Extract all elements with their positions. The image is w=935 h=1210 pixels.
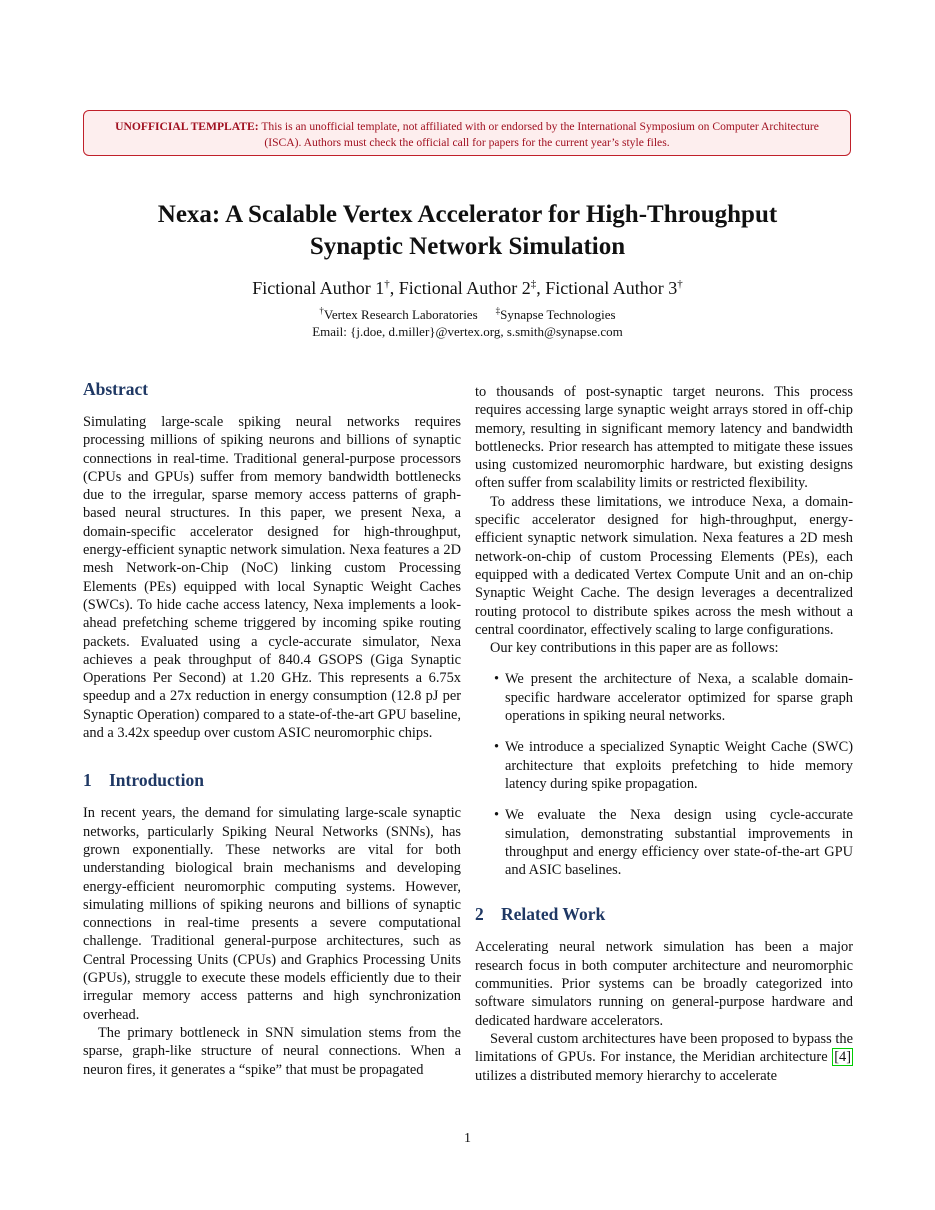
bullet-icon: • (494, 671, 500, 688)
intro-paragraph-4: Our key contributions in this paper are as follows: (490, 640, 779, 657)
title-line-2: Synaptic Network Simulation (309, 233, 626, 260)
notice-label: UNOFFICIAL TEMPLATE: (115, 120, 259, 133)
left-column (83, 378, 461, 1079)
citation-link[interactable]: [4] (834, 1049, 851, 1066)
abstract-heading: Abstract (83, 379, 149, 399)
affiliation-1-mark: † (319, 305, 324, 316)
related-work-heading (475, 903, 853, 925)
related-paragraph-1: Accelerating neural network simulation has been a major research focus in both computer architecture and neuromorphic communities. Prior systems can be broadly categorized into software simulators running on general-purpose hardware and dedicated hardware accelerators. (475, 939, 853, 1029)
affiliation-line (100, 306, 835, 323)
intro-paragraph-3: To address these limitations, we introduce Nexa, a domain-specific accelerator designed for high-throughput, energy-efficient synaptic network simulation. Nexa features a 2D mesh network-on-chip of custom Processing Elements (PEs), each equipped with a dedicated Vertex Compute Unit and an on-chip Synaptic Weight Cache. The design leverages a decentralized routing protocol to distribute spikes across the mesh without a central coordinator, effectively scaling to large configurations. (475, 493, 853, 638)
author-list (100, 277, 835, 299)
unofficial-template-notice (83, 110, 851, 156)
author-3: Fictional Author 3 (545, 278, 678, 298)
intro-paragraph-2: The primary bottleneck in SNN simulation stems from the sparse, graph-like structure of neural connections. When a neuron fires, it generates a “spike” that must be propagated (83, 1024, 461, 1078)
bullet-icon: • (494, 807, 500, 824)
affiliations (100, 306, 835, 340)
contributions-list (475, 670, 853, 879)
abstract-text: Simulating large-scale spiking neural networks requires processing millions of spiking neurons and billions of synaptic connections in real-time. Traditional general-purpose processors (CPUs and GPUs) suffer from memory bandwidth bottlenecks due to the irregular, sparse memory access patterns of graph-based neural structures. In this paper, we present Nexa, a domain-specific accelerator designed for high-throughput, energy-efficient synaptic network simulation. Nexa features a 2D mesh Network-on-Chip (NoC) linking custom Processing Elements (PEs) equipped with local Synaptic Weight Caches (SWCs). To hide cache access latency, Nexa implements a look-ahead prefetching scheme triggered by incoming spike routing packets. Evaluated using a cycle-accurate simulator, Nexa achieves a peak throughput of 840.4 GSOPS (Giga Synaptic Operations Per Second) at 1.20 GHz. This represents a 6.75x speedup and a 27x reduction in energy consumption (12.8 pJ per Synaptic Operation) compared to a state-of-the-art GPU baseline, and a 3.42x speedup over custom ASIC neuromorphic chips. (83, 414, 461, 742)
affiliation-1: Vertex Research Laboratories (323, 307, 478, 322)
title-line-1: Nexa: A Scalable Vertex Accelerator for High-Throughput (157, 201, 778, 228)
paper-title (100, 199, 835, 263)
notice-text: This is an unofficial template, not affiliated with or endorsed by the International Symposium on Computer Architecture (ISCA). Authors must check the official call for papers for the current year’s style files. (261, 120, 819, 149)
author-sep-2: , (536, 278, 546, 298)
author-sep-1: , (389, 278, 399, 298)
author-1: Fictional Author 1 (252, 278, 385, 298)
affiliation-2-mark: ‡ (495, 305, 501, 316)
affiliation-2: Synapse Technologies (500, 307, 616, 322)
email-line: Email: {j.doe, d.miller}@vertex.org, s.smith@synapse.com (312, 324, 623, 339)
right-column (475, 383, 853, 1085)
introduction-heading (83, 769, 461, 791)
list-item: • We present the architecture of Nexa, a scalable domain-specific hardware accelerator optimized for sparse graph operations in spiking neural networks. (494, 671, 853, 725)
section-title: Introduction (109, 770, 204, 791)
section-number: 2 (475, 904, 484, 925)
related-paragraph-2: Several custom architectures have been proposed to bypass the limitations of GPUs. For instance, the Meridian architecture [4] utilizes a distributed memory hierarchy to accelerate (475, 1030, 853, 1084)
intro-paragraph-1: In recent years, the demand for simulating large-scale synaptic networks, particularly Spiking Neural Networks (SNNs), has grown exponentially. These networks are vital for both understanding biological brain mechanisms and developing energy-efficient neuromorphic computing systems. However, simulating millions of spiking neurons and billions of synaptic connections in real-time presents a severe computational challenge. Traditional general-purpose architectures, such as Central Processing Units (CPUs) and Graphics Processing Units (GPUs), struggle to execute these models efficiently due to their irregular memory access patterns and high synchronization overhead. (83, 805, 461, 1023)
author-2: Fictional Author 2 (398, 278, 531, 298)
author-1-mark: † (384, 278, 390, 290)
author-2-mark: ‡ (530, 278, 537, 290)
list-item: • We evaluate the Nexa design using cycle-accurate simulation, demonstrating substantial improvements in throughput and energy efficiency over state-of-the-art GPU and ASIC baselines. (494, 807, 853, 879)
section-number: 1 (83, 770, 92, 791)
author-3-mark: † (677, 278, 683, 290)
bullet-icon: • (494, 739, 500, 756)
page-number: 1 (464, 1131, 471, 1146)
list-item: • We introduce a specialized Synaptic Weight Cache (SWC) architecture that exploits prefetching to hide memory latency during spike propagation. (494, 739, 853, 792)
section-title: Related Work (501, 904, 606, 925)
intro-paragraph-2-continued: to thousands of post-synaptic target neurons. This process requires accessing large synaptic weight arrays stored in off-chip memory, resulting in significant memory latency and bandwidth bottlenecks. Prior research has attempted to mitigate these issues using customized neuromorphic hardware, but existing designs often suffer from scalability limits or restricted flexibility. (475, 384, 853, 492)
